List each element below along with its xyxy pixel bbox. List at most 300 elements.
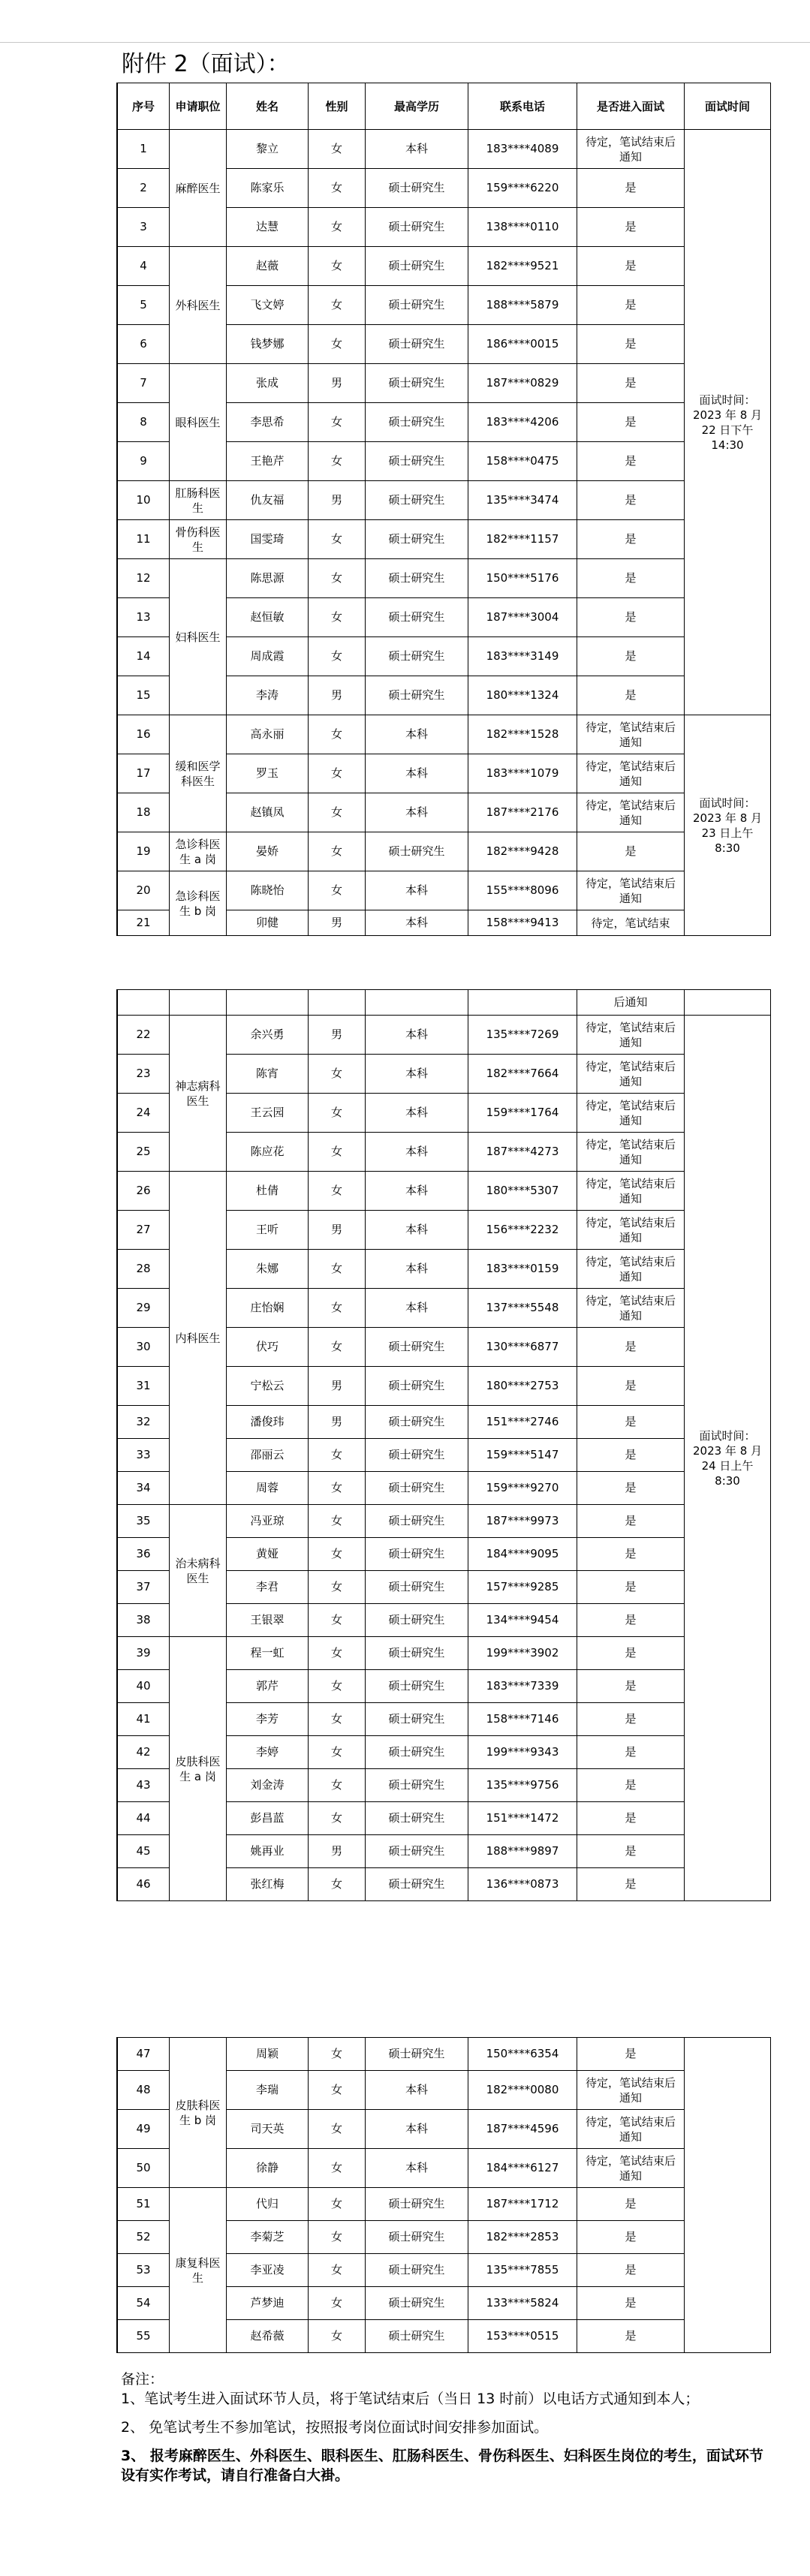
name-cell: 达慧 <box>227 208 309 247</box>
education-cell: 硕士研究生 <box>366 1505 468 1538</box>
row-number-cell: 17 <box>118 754 170 793</box>
education-cell: 硕士研究生 <box>366 1406 468 1439</box>
name-cell: 赵恒敏 <box>227 598 309 637</box>
name-cell: 赵希薇 <box>227 2320 309 2353</box>
status-cell: 是 <box>577 1703 685 1736</box>
phone-cell: 153****0515 <box>468 2320 577 2353</box>
phone-cell: 183****3149 <box>468 637 577 676</box>
position-cell: 肛肠科医生 <box>170 481 227 520</box>
education-cell: 硕士研究生 <box>366 2038 468 2071</box>
name-cell: 王听 <box>227 1211 309 1250</box>
status-cell: 是 <box>577 2188 685 2221</box>
status-cell: 待定，笔试结束后通知 <box>577 754 685 793</box>
education-cell: 硕士研究生 <box>366 1868 468 1901</box>
name-cell: 周蓉 <box>227 1472 309 1505</box>
phone-cell: 187****0829 <box>468 364 577 403</box>
status-cell: 是 <box>577 598 685 637</box>
gender-cell: 女 <box>309 1637 366 1670</box>
table-row <box>118 364 771 403</box>
gender-cell: 女 <box>309 1094 366 1133</box>
gender-cell: 女 <box>309 247 366 286</box>
row-number-cell: 12 <box>118 559 170 598</box>
row-number-cell: 31 <box>118 1367 170 1406</box>
gender-cell: 女 <box>309 1172 366 1211</box>
row-number-cell: 48 <box>118 2071 170 2110</box>
name-cell: 罗玉 <box>227 754 309 793</box>
education-cell: 本科 <box>366 1211 468 1250</box>
position-cell: 外科医生 <box>170 247 227 364</box>
education-cell: 硕士研究生 <box>366 1769 468 1802</box>
status-cell: 待定，笔试结束后通知 <box>577 1172 685 1211</box>
status-cell: 是 <box>577 208 685 247</box>
gender-cell: 女 <box>309 442 366 481</box>
status-cell: 是 <box>577 1538 685 1571</box>
status-cell: 是 <box>577 1670 685 1703</box>
name-cell: 李亚凌 <box>227 2254 309 2287</box>
note-3: 3、 报考麻醉医生、外科医生、眼科医生、肛肠科医生、骨伤科医生、妇科医生岗位的考生，面试环节设有实作考试，请自行准备白大褂。 <box>121 2448 763 2484</box>
position-cell: 骨伤科医生 <box>170 520 227 559</box>
education-cell: 本科 <box>366 2071 468 2110</box>
row-number-cell: 25 <box>118 1133 170 1172</box>
name-cell: 高永丽 <box>227 715 309 754</box>
phone-cell: 182****1157 <box>468 520 577 559</box>
status-cell: 待定，笔试结束后通知 <box>577 715 685 754</box>
position-cell: 皮肤科医生 a 岗 <box>170 1637 227 1901</box>
education-cell: 硕士研究生 <box>366 1604 468 1637</box>
education-cell: 本科 <box>366 910 468 936</box>
phone-cell: 182****2853 <box>468 2221 577 2254</box>
table-row <box>118 481 771 520</box>
status-cell: 是 <box>577 1472 685 1505</box>
gender-cell: 女 <box>309 1250 366 1289</box>
name-cell: 郭芹 <box>227 1670 309 1703</box>
applicant-table <box>117 2037 771 2353</box>
table-header-row <box>118 83 771 130</box>
phone-cell: 187****4273 <box>468 1133 577 1172</box>
status-cell: 待定，笔试结束后通知 <box>577 2071 685 2110</box>
row-number-cell: 2 <box>118 169 170 208</box>
name-cell: 周成霞 <box>227 637 309 676</box>
row-number-cell: 36 <box>118 1538 170 1571</box>
phone-cell: 183****1079 <box>468 754 577 793</box>
interview-time-cell <box>685 2038 771 2353</box>
interview-time-cell: 面试时间：2023 年 8 月 23 日上午 8:30 <box>685 715 771 936</box>
empty-cell <box>309 990 366 1016</box>
education-cell: 硕士研究生 <box>366 2254 468 2287</box>
row-number-cell: 28 <box>118 1250 170 1289</box>
table-page-2 <box>116 989 771 1901</box>
status-cell: 是 <box>577 2320 685 2353</box>
name-cell: 李君 <box>227 1571 309 1604</box>
row-number-cell: 27 <box>118 1211 170 1250</box>
row-number-cell: 41 <box>118 1703 170 1736</box>
name-cell: 李菊芝 <box>227 2221 309 2254</box>
table-row <box>118 2188 771 2221</box>
gender-cell: 男 <box>309 910 366 936</box>
education-cell: 硕士研究生 <box>366 1367 468 1406</box>
status-cell: 待定，笔试结束后通知 <box>577 2110 685 2149</box>
education-cell: 硕士研究生 <box>366 1328 468 1367</box>
row-number-cell: 44 <box>118 1802 170 1835</box>
education-cell: 硕士研究生 <box>366 247 468 286</box>
status-cell: 待定，笔试结束后通知 <box>577 130 685 169</box>
status-cell: 是 <box>577 1571 685 1604</box>
name-cell: 卯健 <box>227 910 309 936</box>
gender-cell: 女 <box>309 1604 366 1637</box>
name-cell: 杜倩 <box>227 1172 309 1211</box>
row-number-cell: 47 <box>118 2038 170 2071</box>
status-cell: 是 <box>577 403 685 442</box>
status-cell: 后通知 <box>577 990 685 1016</box>
phone-cell: 188****9897 <box>468 1835 577 1868</box>
position-cell: 缓和医学科医生 <box>170 715 227 832</box>
name-cell: 仇友福 <box>227 481 309 520</box>
name-cell: 陈思源 <box>227 559 309 598</box>
gender-cell: 女 <box>309 208 366 247</box>
row-number-cell: 6 <box>118 325 170 364</box>
gender-cell: 女 <box>309 1133 366 1172</box>
row-number-cell: 34 <box>118 1472 170 1505</box>
row-number-cell: 3 <box>118 208 170 247</box>
education-cell: 硕士研究生 <box>366 1670 468 1703</box>
phone-cell: 188****5879 <box>468 286 577 325</box>
gender-cell: 女 <box>309 1055 366 1094</box>
status-cell: 是 <box>577 442 685 481</box>
phone-cell: 130****6877 <box>468 1328 577 1367</box>
position-cell: 麻醉医生 <box>170 130 227 247</box>
name-cell: 庄怡娴 <box>227 1289 309 1328</box>
gender-cell: 女 <box>309 871 366 910</box>
gender-cell: 女 <box>309 169 366 208</box>
gender-cell: 女 <box>309 286 366 325</box>
education-cell: 本科 <box>366 1172 468 1211</box>
education-cell: 硕士研究生 <box>366 442 468 481</box>
phone-cell: 187****9973 <box>468 1505 577 1538</box>
status-cell: 待定，笔试结束 <box>577 910 685 936</box>
education-cell: 硕士研究生 <box>366 1472 468 1505</box>
name-cell: 李芳 <box>227 1703 309 1736</box>
phone-cell: 159****9270 <box>468 1472 577 1505</box>
position-cell: 皮肤科医生 b 岗 <box>170 2038 227 2188</box>
column-header: 性别 <box>309 83 366 130</box>
position-cell: 妇科医生 <box>170 559 227 715</box>
empty-cell <box>118 990 170 1016</box>
gender-cell: 女 <box>309 325 366 364</box>
name-cell: 张成 <box>227 364 309 403</box>
status-cell: 是 <box>577 1769 685 1802</box>
education-cell: 硕士研究生 <box>366 598 468 637</box>
gender-cell: 女 <box>309 1703 366 1736</box>
phone-cell: 159****1764 <box>468 1094 577 1133</box>
name-cell: 邵丽云 <box>227 1439 309 1472</box>
table-row <box>118 1016 771 1055</box>
gender-cell: 男 <box>309 481 366 520</box>
note-2: 2、 免笔试考生不参加笔试，按照报考岗位面试时间安排参加面试。 <box>121 2419 549 2436</box>
status-cell: 是 <box>577 2254 685 2287</box>
phone-cell: 182****7664 <box>468 1055 577 1094</box>
row-number-cell: 14 <box>118 637 170 676</box>
gender-cell: 女 <box>309 832 366 871</box>
name-cell: 晏娇 <box>227 832 309 871</box>
name-cell: 陈应花 <box>227 1133 309 1172</box>
name-cell: 赵镇凤 <box>227 793 309 832</box>
phone-cell: 136****0873 <box>468 1868 577 1901</box>
status-cell: 是 <box>577 481 685 520</box>
table-row <box>118 715 771 754</box>
status-cell: 是 <box>577 1868 685 1901</box>
phone-cell: 186****0015 <box>468 325 577 364</box>
phone-cell: 183****0159 <box>468 1250 577 1289</box>
table-page-1 <box>116 83 771 936</box>
column-header: 联系电话 <box>468 83 577 130</box>
gender-cell: 女 <box>309 520 366 559</box>
status-cell: 是 <box>577 832 685 871</box>
education-cell: 硕士研究生 <box>366 325 468 364</box>
applicant-table <box>117 83 771 936</box>
row-number-cell: 50 <box>118 2149 170 2188</box>
gender-cell: 女 <box>309 1439 366 1472</box>
phone-cell: 151****1472 <box>468 1802 577 1835</box>
phone-cell: 135****9756 <box>468 1769 577 1802</box>
phone-cell: 157****9285 <box>468 1571 577 1604</box>
gender-cell: 女 <box>309 2038 366 2071</box>
gender-cell: 女 <box>309 793 366 832</box>
education-cell: 硕士研究生 <box>366 637 468 676</box>
status-cell: 是 <box>577 1736 685 1769</box>
position-cell: 急诊科医生 a 岗 <box>170 832 227 871</box>
gender-cell: 男 <box>309 1367 366 1406</box>
gender-cell: 女 <box>309 2071 366 2110</box>
education-cell: 本科 <box>366 1289 468 1328</box>
phone-cell: 158****0475 <box>468 442 577 481</box>
phone-cell: 180****5307 <box>468 1172 577 1211</box>
education-cell: 硕士研究生 <box>366 832 468 871</box>
row-number-cell: 15 <box>118 676 170 715</box>
status-cell: 是 <box>577 286 685 325</box>
phone-cell: 182****1528 <box>468 715 577 754</box>
education-cell: 本科 <box>366 2110 468 2149</box>
interview-time-cell: 面试时间：2023 年 8 月 22 日下午 14:30 <box>685 130 771 715</box>
row-number-cell: 20 <box>118 871 170 910</box>
gender-cell: 女 <box>309 1538 366 1571</box>
education-cell: 本科 <box>366 1133 468 1172</box>
name-cell: 姚再业 <box>227 1835 309 1868</box>
education-cell: 硕士研究生 <box>366 2188 468 2221</box>
row-number-cell: 33 <box>118 1439 170 1472</box>
gender-cell: 女 <box>309 2149 366 2188</box>
gender-cell: 男 <box>309 676 366 715</box>
phone-cell: 135****3474 <box>468 481 577 520</box>
gender-cell: 女 <box>309 1736 366 1769</box>
row-number-cell: 54 <box>118 2287 170 2320</box>
phone-cell: 158****7146 <box>468 1703 577 1736</box>
name-cell: 赵薇 <box>227 247 309 286</box>
gender-cell: 女 <box>309 2287 366 2320</box>
gender-cell: 女 <box>309 1802 366 1835</box>
gender-cell: 女 <box>309 559 366 598</box>
row-number-cell: 45 <box>118 1835 170 1868</box>
column-header: 是否进入面试 <box>577 83 685 130</box>
status-cell: 待定，笔试结束后通知 <box>577 1289 685 1328</box>
status-cell: 待定，笔试结束后通知 <box>577 2149 685 2188</box>
name-cell: 伏巧 <box>227 1328 309 1367</box>
education-cell: 本科 <box>366 2149 468 2188</box>
status-cell: 待定，笔试结束后通知 <box>577 1055 685 1094</box>
name-cell: 飞文婷 <box>227 286 309 325</box>
continuation-row <box>118 990 771 1016</box>
phone-cell: 187****3004 <box>468 598 577 637</box>
notes-title: 备注： <box>121 2371 164 2388</box>
status-cell: 是 <box>577 2038 685 2071</box>
position-cell: 急诊科医生 b 岗 <box>170 871 227 936</box>
education-cell: 硕士研究生 <box>366 169 468 208</box>
name-cell: 陈家乐 <box>227 169 309 208</box>
table-row <box>118 520 771 559</box>
status-cell: 是 <box>577 169 685 208</box>
phone-cell: 180****2753 <box>468 1367 577 1406</box>
name-cell: 张红梅 <box>227 1868 309 1901</box>
position-cell: 眼科医生 <box>170 364 227 481</box>
status-cell: 待定，笔试结束后通知 <box>577 871 685 910</box>
gender-cell: 女 <box>309 1769 366 1802</box>
status-cell: 是 <box>577 1637 685 1670</box>
gender-cell: 女 <box>309 715 366 754</box>
education-cell: 硕士研究生 <box>366 1439 468 1472</box>
row-number-cell: 35 <box>118 1505 170 1538</box>
notes-section <box>121 2370 769 2485</box>
name-cell: 徐静 <box>227 2149 309 2188</box>
phone-cell: 138****0110 <box>468 208 577 247</box>
row-number-cell: 18 <box>118 793 170 832</box>
row-number-cell: 46 <box>118 1868 170 1901</box>
education-cell: 硕士研究生 <box>366 2221 468 2254</box>
row-number-cell: 19 <box>118 832 170 871</box>
name-cell: 宁松云 <box>227 1367 309 1406</box>
note-1: 1、笔试考生进入面试环节人员，将于笔试结束后（当日 13 时前）以电话方式通知到本人； <box>121 2391 700 2407</box>
name-cell: 国雯琦 <box>227 520 309 559</box>
gender-cell: 女 <box>309 2110 366 2149</box>
gender-cell: 女 <box>309 1289 366 1328</box>
table-row <box>118 2038 771 2071</box>
row-number-cell: 23 <box>118 1055 170 1094</box>
table-row <box>118 1505 771 1538</box>
status-cell: 待定，笔试结束后通知 <box>577 793 685 832</box>
phone-cell: 133****5824 <box>468 2287 577 2320</box>
name-cell: 彭昌蓝 <box>227 1802 309 1835</box>
empty-cell <box>366 990 468 1016</box>
gender-cell: 男 <box>309 1835 366 1868</box>
position-cell: 神志病科医生 <box>170 1016 227 1172</box>
education-cell: 本科 <box>366 1016 468 1055</box>
empty-cell <box>227 990 309 1016</box>
phone-cell: 184****9095 <box>468 1538 577 1571</box>
education-cell: 硕士研究生 <box>366 559 468 598</box>
row-number-cell: 13 <box>118 598 170 637</box>
education-cell: 本科 <box>366 1250 468 1289</box>
table-row <box>118 832 771 871</box>
phone-cell: 187****2176 <box>468 793 577 832</box>
row-number-cell: 26 <box>118 1172 170 1211</box>
row-number-cell: 29 <box>118 1289 170 1328</box>
row-number-cell: 39 <box>118 1637 170 1670</box>
status-cell: 是 <box>577 1439 685 1472</box>
status-cell: 是 <box>577 1328 685 1367</box>
empty-cell <box>468 990 577 1016</box>
column-header: 申请职位 <box>170 83 227 130</box>
row-number-cell: 49 <box>118 2110 170 2149</box>
gender-cell: 女 <box>309 2320 366 2353</box>
gender-cell: 女 <box>309 2254 366 2287</box>
table-row <box>118 130 771 169</box>
gender-cell: 女 <box>309 1571 366 1604</box>
row-number-cell: 40 <box>118 1670 170 1703</box>
gender-cell: 女 <box>309 1505 366 1538</box>
row-number-cell: 22 <box>118 1016 170 1055</box>
row-number-cell: 51 <box>118 2188 170 2221</box>
education-cell: 本科 <box>366 871 468 910</box>
status-cell: 是 <box>577 2221 685 2254</box>
row-number-cell: 9 <box>118 442 170 481</box>
row-number-cell: 38 <box>118 1604 170 1637</box>
table-row <box>118 871 771 910</box>
status-cell: 是 <box>577 676 685 715</box>
phone-cell: 183****4089 <box>468 130 577 169</box>
name-cell: 余兴勇 <box>227 1016 309 1055</box>
name-cell: 王云园 <box>227 1094 309 1133</box>
position-cell: 治未病科医生 <box>170 1505 227 1637</box>
gender-cell: 女 <box>309 2188 366 2221</box>
gender-cell: 男 <box>309 1016 366 1055</box>
name-cell: 程一虹 <box>227 1637 309 1670</box>
education-cell: 硕士研究生 <box>366 1703 468 1736</box>
status-cell: 待定，笔试结束后通知 <box>577 1250 685 1289</box>
status-cell: 是 <box>577 1835 685 1868</box>
interview-time-cell: 面试时间：2023 年 8 月 24 日上午 8:30 <box>685 1016 771 1901</box>
gender-cell: 女 <box>309 2221 366 2254</box>
gender-cell: 女 <box>309 637 366 676</box>
gender-cell: 女 <box>309 1868 366 1901</box>
row-number-cell: 4 <box>118 247 170 286</box>
gender-cell: 男 <box>309 1406 366 1439</box>
gender-cell: 女 <box>309 1328 366 1367</box>
phone-cell: 159****6220 <box>468 169 577 208</box>
name-cell: 代归 <box>227 2188 309 2221</box>
row-number-cell: 11 <box>118 520 170 559</box>
status-cell: 待定，笔试结束后通知 <box>577 1016 685 1055</box>
education-cell: 硕士研究生 <box>366 1802 468 1835</box>
gender-cell: 女 <box>309 1670 366 1703</box>
phone-cell: 134****9454 <box>468 1604 577 1637</box>
gender-cell: 女 <box>309 1472 366 1505</box>
education-cell: 硕士研究生 <box>366 2320 468 2353</box>
empty-cell <box>170 990 227 1016</box>
phone-cell: 150****5176 <box>468 559 577 598</box>
table-row <box>118 559 771 598</box>
name-cell: 黄娅 <box>227 1538 309 1571</box>
row-number-cell: 1 <box>118 130 170 169</box>
phone-cell: 184****6127 <box>468 2149 577 2188</box>
gender-cell: 男 <box>309 1211 366 1250</box>
education-cell: 硕士研究生 <box>366 1571 468 1604</box>
name-cell: 李婷 <box>227 1736 309 1769</box>
status-cell: 是 <box>577 1505 685 1538</box>
phone-cell: 150****6354 <box>468 2038 577 2071</box>
gender-cell: 女 <box>309 598 366 637</box>
name-cell: 王艳芹 <box>227 442 309 481</box>
name-cell: 朱娜 <box>227 1250 309 1289</box>
education-cell: 本科 <box>366 130 468 169</box>
education-cell: 本科 <box>366 1094 468 1133</box>
